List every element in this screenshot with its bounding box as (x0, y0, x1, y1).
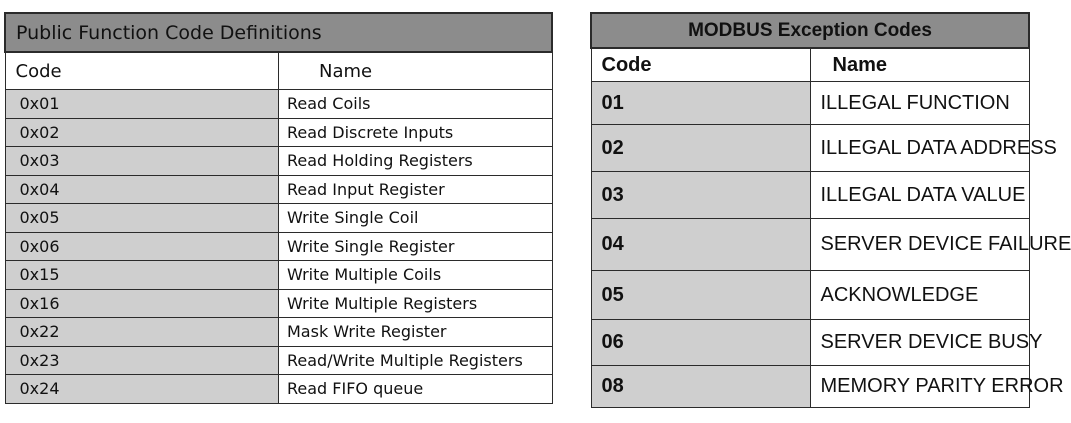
table-row (5, 318, 552, 347)
function-code: 0x06 (5, 232, 279, 261)
table-row (5, 375, 552, 404)
function-code: 0x22 (5, 318, 279, 347)
exception-name: SERVER DEVICE BUSY (810, 320, 1029, 366)
function-name: Read Input Register (279, 175, 553, 204)
function-code: 0x16 (5, 289, 279, 318)
exception-name: ILLEGAL DATA VALUE (810, 172, 1029, 219)
function-code: 0x24 (5, 375, 279, 404)
name-column-header: Name (810, 48, 1029, 82)
exception-name: ACKNOWLEDGE (810, 271, 1029, 320)
table-row (591, 172, 1029, 219)
table-row (591, 271, 1029, 320)
table-row (5, 118, 552, 147)
function-code: 0x02 (5, 118, 279, 147)
table-row (5, 346, 552, 375)
function-code-table-title: Public Function Code Definitions (5, 13, 552, 52)
function-name: Read Coils (279, 90, 553, 119)
table-row (5, 289, 552, 318)
table-row (5, 175, 552, 204)
function-name: Read Holding Registers (279, 147, 553, 176)
exception-code: 08 (591, 366, 810, 408)
exception-name: ILLEGAL DATA ADDRESS (810, 125, 1029, 172)
table-row (591, 219, 1029, 271)
function-code: 0x04 (5, 175, 279, 204)
function-name: Mask Write Register (279, 318, 553, 347)
function-name: Write Multiple Coils (279, 261, 553, 290)
table-row (591, 366, 1029, 408)
function-code: 0x15 (5, 261, 279, 290)
exception-name: ILLEGAL FUNCTION (810, 82, 1029, 125)
function-name: Write Single Register (279, 232, 553, 261)
exception-code: 04 (591, 219, 810, 271)
code-column-header: Code (5, 52, 279, 90)
function-code: 0x03 (5, 147, 279, 176)
function-code: 0x01 (5, 90, 279, 119)
function-name: Write Multiple Registers (279, 289, 553, 318)
exception-code-table (590, 12, 1071, 408)
exception-code: 02 (591, 125, 810, 172)
exception-code-table-title: MODBUS Exception Codes (591, 13, 1029, 48)
table-row (5, 261, 552, 290)
table-row (591, 125, 1029, 172)
table-row (5, 204, 552, 233)
code-column-header: Code (591, 48, 810, 82)
table-row (5, 232, 552, 261)
function-name: Read FIFO queue (279, 375, 553, 404)
exception-code: 03 (591, 172, 810, 219)
exception-code: 05 (591, 271, 810, 320)
table-row (5, 147, 552, 176)
function-name: Write Single Coil (279, 204, 553, 233)
table-row (591, 82, 1029, 125)
table-row (5, 90, 552, 119)
exception-code: 01 (591, 82, 810, 125)
function-code-table (4, 12, 553, 404)
exception-name: MEMORY PARITY ERROR (810, 366, 1029, 408)
table-row (591, 320, 1029, 366)
function-code: 0x05 (5, 204, 279, 233)
exception-name: SERVER DEVICE FAILURE (810, 219, 1029, 271)
name-column-header: Name (279, 52, 553, 90)
function-name: Read/Write Multiple Registers (279, 346, 553, 375)
function-name: Read Discrete Inputs (279, 118, 553, 147)
function-code: 0x23 (5, 346, 279, 375)
exception-code: 06 (591, 320, 810, 366)
